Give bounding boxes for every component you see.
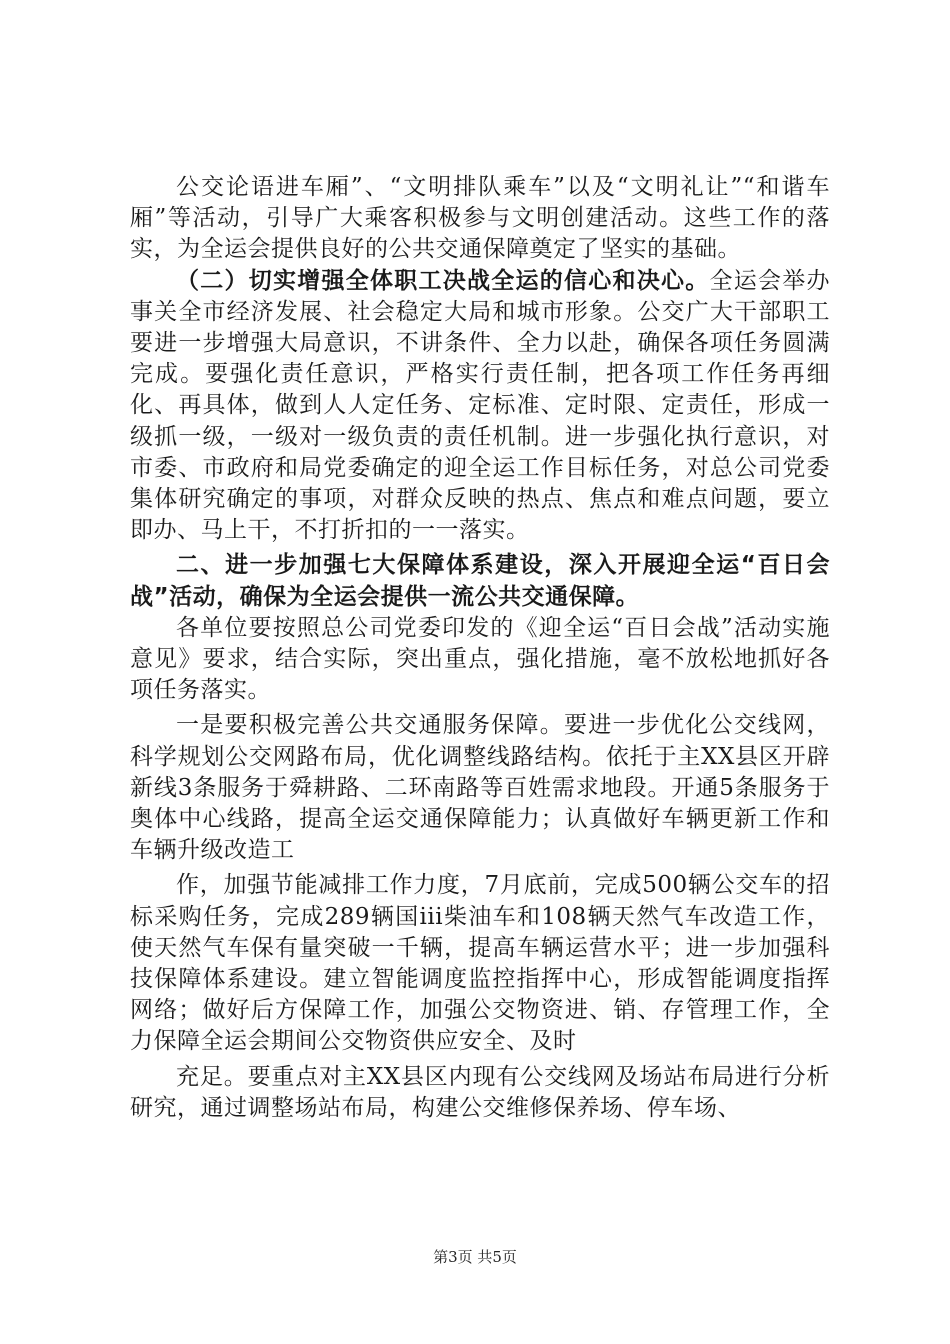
paragraph-2 — [130, 266, 830, 547]
subsection-heading: （二）切实增强全体职工决战全运的信心和决心。 — [176, 267, 710, 294]
page-number-footer: 第3页 共5页 — [433, 1248, 517, 1266]
paragraph-3: 各单位要按照总公司党委印发的《迎全运“百日会战”活动实施意见》要求，结合实际，突出重点，强化措施，毫不放松地抓好各项任务落实。 — [130, 614, 830, 704]
paragraph-1: 公交论语进车厢”、“文明排队乘车”以及“文明礼让”“和谐车厢”等活动，引导广大乘客积极参与文明创建活动。这些工作的落实，为全运会提供良好的公共交通保障奠定了坚实的基础。 — [130, 174, 830, 263]
paragraph-4: 一是要积极完善公共交通服务保障。要进一步优化公交线网，科学规划公交网路布局，优化调整线路结构。依托于主XX县区开辟新线3条服务于舜耕路、二环南路等百姓需求地段。开通5条服务于奥体中心线路，提高全运交通保障能力；认真做好车辆更新工作和车辆升级改造工 — [130, 712, 830, 864]
paragraph-2-body: 全运会举办事关全市经济发展、社会稳定大局和城市形象。公交广大干部职工要进一步增强大局意识，不讲条件、全力以赴，确保各项任务圆满完成。要强化责任意识，严格实行责任制，把各项工作任务再细化、再具体，做到人人定任务、定标准、定时限、定责任，形成一级抓一级，一级对一级负责的责任机制。进一步强化执行意识，对市委、市政府和局党委确定的迎全运工作目标任务，对总公司党委集体研究确定的事项，对群众反映的热点、焦点和难点问题，要立即办、马上干，不打折扣的一一落实。 — [130, 267, 830, 544]
document-body — [130, 172, 830, 1124]
paragraph-5: 作，加强节能减排工作力度，7月底前，完成500辆公交车的招标采购任务，完成289辆国iii柴油车和108辆天然气车改造工作，使天然气车保有量突破一千辆，提高车辆运营水平；进一步加强科技保障体系建设。建立智能调度监控指挥中心，形成智能调度指挥网络；做好后方保障工作，加强公交物资进、销、存管理工作，全力保障全运会期间公交物资供应安全、及时 — [130, 872, 830, 1055]
paragraph-6: 充足。要重点对主XX县区内现有公交线网及场站布局进行分析研究，通过调整场站布局，构建公交维修保养场、停车场、 — [130, 1063, 830, 1121]
section-heading-2: 二、进一步加强七大保障体系建设，深入开展迎全运“百日会战”活动，确保为全运会提供一流公共交通保障。 — [130, 552, 830, 610]
